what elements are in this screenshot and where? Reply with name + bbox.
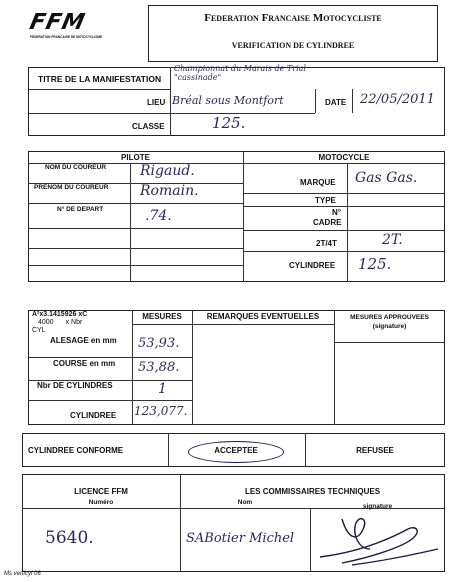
cadre-label-2: CADRE xyxy=(313,218,342,227)
nbr-value: 1 xyxy=(158,381,167,397)
type-label: TYPE xyxy=(315,196,336,205)
numero-label: Numéro xyxy=(88,499,114,506)
cylindree-label: CYLINDREE xyxy=(70,411,117,420)
depart-label: N° DE DEPART xyxy=(57,206,104,213)
temps-label: 2T/4T xyxy=(316,239,337,248)
commissaire-signature xyxy=(312,509,444,571)
alesage-value: 53,93. xyxy=(138,336,180,351)
conforme-label: CYLINDREE CONFORME xyxy=(28,446,124,455)
logo-mark: FFM xyxy=(27,10,88,35)
footer-ref: Ms verifcyl 06 xyxy=(4,571,41,577)
formula xyxy=(32,311,87,335)
cylindree-moto-label: CYLINDREE xyxy=(289,261,336,270)
marque-value: Gas Gas. xyxy=(355,170,418,186)
temps-value: 2T. xyxy=(382,232,403,248)
licence-numero-value: 5640. xyxy=(45,528,94,548)
commissaires-label: LES COMMISSAIRES TECHNIQUES xyxy=(244,487,381,496)
commissaire-nom-value: SABotier Michel xyxy=(186,531,295,546)
form-subtitle: VERIFICATION DE CYLINDREE xyxy=(231,41,355,50)
nom-value: Rigaud. xyxy=(140,163,195,179)
refusee-option: REFUSEE xyxy=(356,446,394,455)
prenom-label: PRENOM DU COUREUR xyxy=(34,184,109,191)
date-value: 22/05/2011 xyxy=(360,92,435,107)
course-value: 53,88. xyxy=(138,360,180,375)
marque-label: MARQUE xyxy=(300,178,336,187)
classe-label: CLASSE xyxy=(132,122,165,131)
cylindree-value: 123,077. xyxy=(134,404,188,418)
signature-label: signature xyxy=(362,503,393,510)
cadre-label-1: N° xyxy=(332,208,341,217)
col-approuvees-sig: (signature) xyxy=(372,323,407,330)
alesage-label: ALESAGE en mm xyxy=(50,336,117,345)
motocycle-header: MOTOCYCLE xyxy=(318,153,370,162)
lieu-label: LIEU xyxy=(147,98,166,107)
col-approuvees: MESURES APPROUVEES xyxy=(350,314,429,321)
prenom-value: Romain. xyxy=(140,183,199,199)
nbr-label: Nbr DE CYLINDRES xyxy=(37,381,113,390)
col-mesures: MESURES xyxy=(142,312,182,321)
formula-line-3: x Nbr xyxy=(65,319,83,326)
titre-value: Championnat du Marais de Trial "cassinade" xyxy=(174,64,306,82)
formula-line-2: 4000 xyxy=(38,319,54,326)
pilote-header: PILOTE xyxy=(121,153,150,162)
formula-line-1: A²x3.1415926 xC xyxy=(32,311,88,318)
nom-label: NOM DU COUREUR xyxy=(45,164,107,171)
acceptee-option: ACCEPTEE xyxy=(214,446,258,455)
date-label: DATE xyxy=(325,98,347,107)
licence-label: LICENCE FFM xyxy=(74,487,128,496)
lieu-value: Bréal sous Montfort xyxy=(172,94,284,107)
formula-line-4: CYL xyxy=(32,327,46,334)
ffm-logo xyxy=(27,10,110,42)
classe-value: 125. xyxy=(212,114,246,132)
titre-label: TITRE DE LA MANIFESTATION xyxy=(38,74,162,84)
nom-commissaire-label: Nom xyxy=(237,499,253,506)
logo-tagline: FEDERATION FRANCAISE DE MOTOCYCLISME xyxy=(30,35,103,39)
form-title: Federation Francaise Motocycliste xyxy=(204,12,382,24)
depart-value: .74. xyxy=(145,208,172,224)
course-label: COURSE en mm xyxy=(53,359,116,368)
cylindree-moto-value: 125. xyxy=(358,255,392,273)
col-remarques: REMARQUES EVENTUELLES xyxy=(206,312,320,321)
